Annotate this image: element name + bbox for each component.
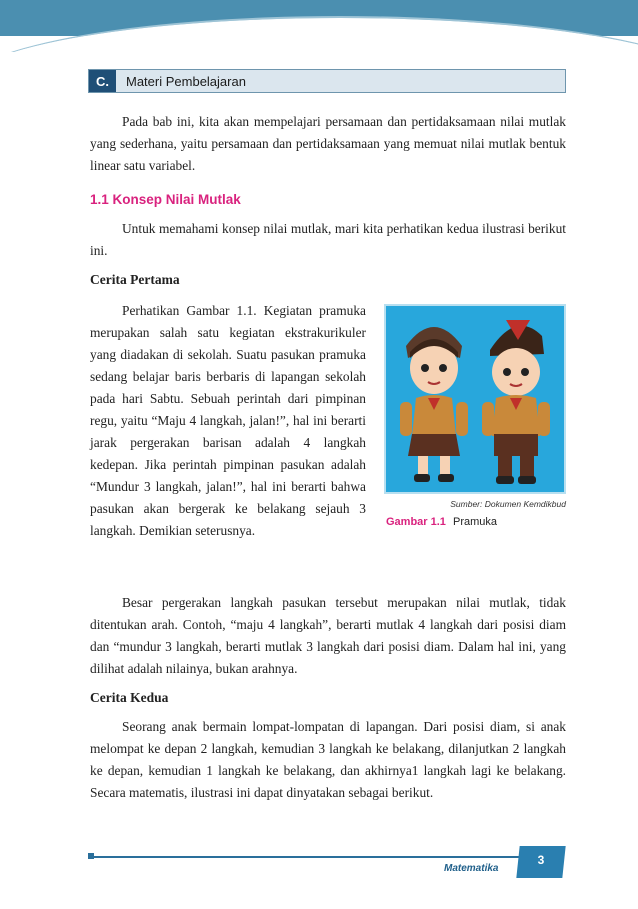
girl-scout-figure: [400, 327, 468, 482]
figure-caption-text: Pramuka: [452, 516, 498, 528]
story1-continuation: Besar pergerakan langkah pasukan tersebut merupakan nilai mutlak, tidak ditentukan arah. Contoh, “maju 4 langkah”, berarti mutlak 4 langkah dari posisi diam dan “mundur 3 langkah, berarti mutlak 3 langkah dari posisi diam. Dalam hal ini, yang dilihat adalah nilainya, bukan arahnya.: [90, 595, 566, 676]
section-header: [88, 69, 566, 93]
story2-paragraph: Seorang anak bermain lompat-lompatan di lapangan. Dari posisi diam, si anak melompat ke depan 2 langkah, kemudian 3 langkah ke belakang, dilanjutkan 2 langkah ke depan, kemudian 1 langkah ke belakang, dan akhirnya1 langkah lagi ke belakang. Secara matematis, ilustrasi ini dapat dinyatakan sebagai berikut.: [90, 719, 566, 800]
subsection-title: 1.1 Konsep Nilai Mutlak: [90, 192, 241, 207]
header-band: [0, 0, 638, 52]
subsection-intro: Untuk memahami konsep nilai mutlak, mari kita perhatikan kedua ilustrasi berikut ini.: [90, 221, 566, 258]
page-number: 3: [537, 853, 545, 867]
figure-caption: [386, 516, 497, 528]
footer-line: [90, 856, 530, 858]
pramuka-illustration: [384, 304, 566, 494]
boy-scout-figure: [482, 320, 550, 484]
section-number: C.: [89, 70, 116, 92]
figure-label: Gambar 1.1: [386, 516, 446, 528]
section-title: Materi Pembelajaran: [126, 73, 246, 89]
story2-heading: Cerita Kedua: [90, 690, 169, 705]
intro-paragraph: Pada bab ini, kita akan mempelajari persamaan dan pertidaksamaan nilai mutlak yang sederhana, yaitu persamaan dan pertidaksamaan yang memuat nilai mutlak bentuk linear satu variabel.: [90, 114, 566, 173]
story1-paragraph: Perhatikan Gambar 1.1. Kegiatan pramuka merupakan salah satu kegiatan ekstrakurikuler yang diadakan di sekolah. Suatu pasukan pramuka sedang belajar baris berbaris di lapangan sekolah pada hari Sabtu. Sebuah perintah dari pimpinan regu, yaitu “Maju 4 langkah, jalan!”, hal ini berarti jarak pergerakan barisan adalah 4 langkah kedepan. Jika perintah pimpinan pasukan adalah “Mundur 3 langkah, jalan!”, hal ini berarti bahwa pasukan akan bergerak ke belakang sejauh 3 langkah. Demikian seterusnya.: [90, 303, 366, 538]
footer-subject: Matematika: [444, 863, 499, 874]
figure-source: Sumber: Dokumen Kemdikbud: [450, 499, 566, 509]
story1-heading: Cerita Pertama: [90, 272, 180, 287]
